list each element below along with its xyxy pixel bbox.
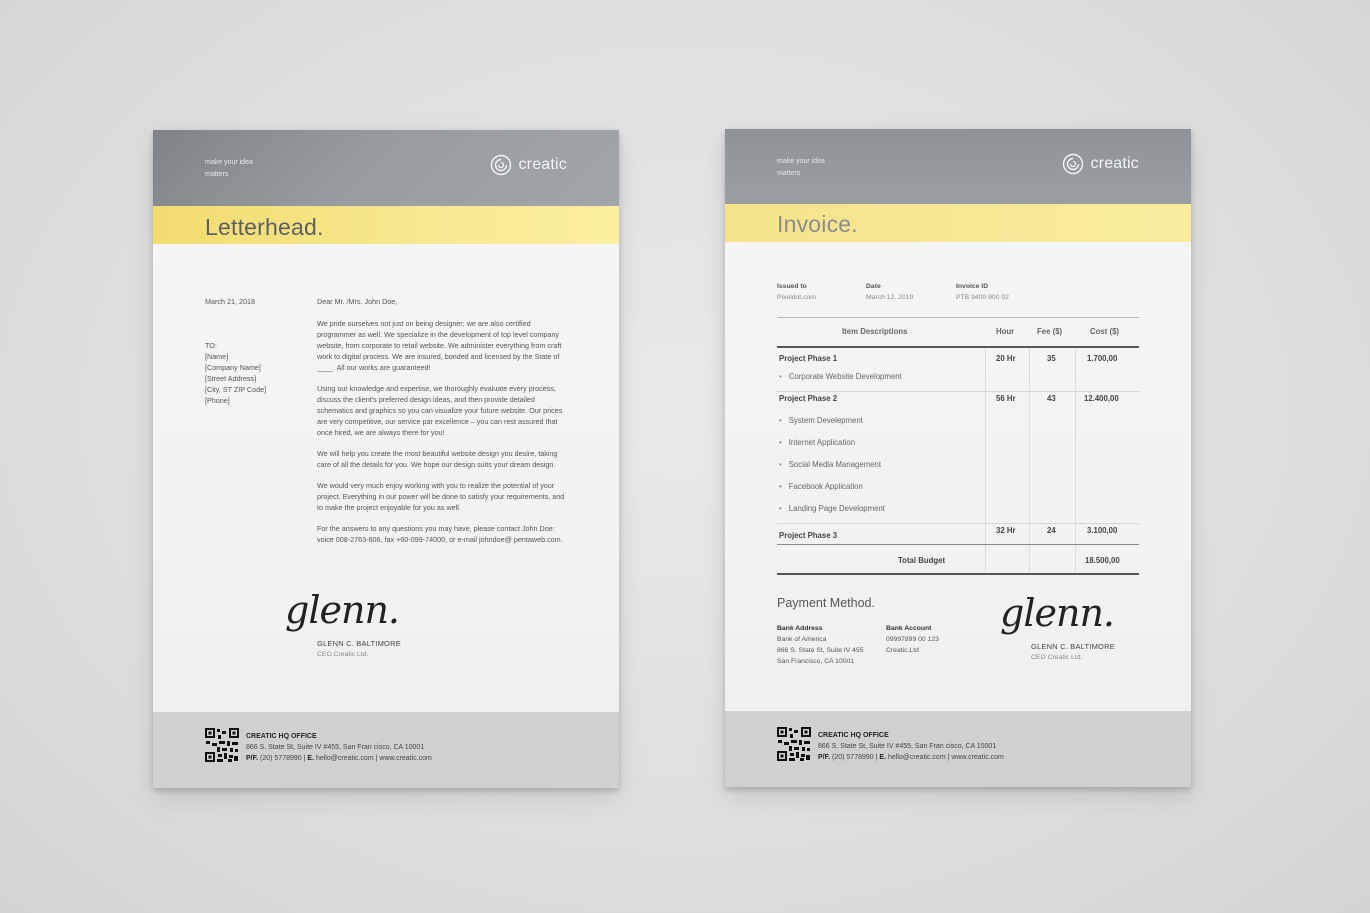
total-rule — [777, 573, 1139, 575]
header-rule — [777, 346, 1139, 348]
bank-account — [886, 623, 939, 656]
row-divider — [777, 391, 1139, 392]
total-label: Total Budget — [898, 556, 946, 565]
bank-address-line: Bank of America — [777, 636, 827, 643]
signer-role: CEO Creatic Ltd. — [1031, 654, 1083, 661]
phone-label: P/F. — [818, 754, 831, 761]
total-value: 18.500,00 — [1085, 556, 1120, 565]
date-value: March 12, 2019 — [866, 294, 914, 301]
issued-to-value: Pixeldot.com — [777, 294, 816, 301]
issued-to — [777, 281, 816, 303]
col-header-items: Item Descriptions — [842, 327, 908, 336]
title-band — [153, 206, 619, 244]
tagline-line2: matters — [777, 169, 801, 177]
col-header-cost: Cost ($) — [1090, 327, 1120, 336]
bank-account-label: Bank Account — [886, 625, 932, 632]
office-email-web: hello@creatic.com | www.creatic.com — [315, 755, 432, 762]
paragraph: We will help you create the most beautiful website design you desire, taking care of all the details for you. We hope our design suits your dream design. — [317, 449, 558, 469]
column-divider — [985, 348, 986, 573]
tagline — [205, 157, 253, 180]
email-label: E. — [879, 754, 887, 761]
paragraph: We would very much enjoy working with you to realize the potential of your project. Everything in our power will be done to satisfy your requirements, and to make the project enjoyable for you as well. — [317, 481, 565, 512]
office-phone: (20) 5778990 — [260, 755, 302, 762]
row-fee: 35 — [1047, 354, 1056, 363]
date-label: Date — [866, 283, 881, 290]
bank-address-line: 866 S. State St, Suite IV 455 — [777, 647, 864, 654]
bank-address-line: San Francisco, CA 10001 — [777, 658, 855, 665]
paragraph: Using our knowledge and expertise, we thoroughly evaluate every process, discuss the client's preferred design ideas, and then provide detailed schematics and graphics so you can visualize your future website. Our prices are very competitive, our service par excellence – you can rest assured that once hired, we are always there for you! — [317, 384, 563, 437]
recipient-line: [Street Address] — [205, 374, 257, 383]
email-label: E. — [307, 755, 315, 762]
letter-date: March 21, 2018 — [205, 297, 255, 306]
document-title: Letterhead. — [205, 214, 324, 240]
row-divider — [777, 523, 1139, 524]
office-info: CREATIC HQ OFFICE 866 S. State St, Suite IV #455, San Fran cisco, CA 10001 P/F. (20) 5778990 | E. hello@creatic.com | www.creatic.com — [818, 732, 1004, 761]
row-hour: 56 Hr — [996, 394, 1016, 403]
bank-account-line: 09997899 00 123 — [886, 636, 939, 643]
office-phone: (20) 5778990 — [832, 754, 874, 761]
row-item: • Landing Page Development — [779, 504, 885, 513]
header-band — [153, 130, 619, 206]
tagline-line2: matters — [205, 170, 229, 178]
bank-account-line: Creatic.Ltd — [886, 647, 919, 654]
signer-role: CEO Creatic Ltd. — [317, 651, 369, 658]
logo-text: creatic — [518, 156, 567, 173]
recipient-block — [205, 340, 266, 406]
payment-method-title: Payment Method. — [777, 596, 875, 610]
logo-text: creatic — [1090, 155, 1139, 172]
row-cost: 12.400,00 — [1084, 394, 1119, 403]
signature: glenn. — [285, 588, 399, 632]
footer — [153, 712, 619, 788]
row-item: • Social Media Management — [779, 460, 881, 469]
invoice-id-label: Invoice ID — [956, 283, 989, 290]
row-hour: 32 Hr — [996, 526, 1016, 535]
title-band — [725, 204, 1191, 242]
phone-label: P/F. — [246, 755, 259, 762]
col-header-hour: Hour — [996, 327, 1015, 336]
col-header-fee: Fee ($) — [1037, 327, 1063, 336]
recipient-line: [Phone] — [205, 396, 230, 405]
tagline-line1: make your idea — [777, 158, 825, 165]
signer-name: GLENN C. BALTIMORE — [1031, 642, 1115, 651]
creatic-logo-icon — [1062, 153, 1084, 175]
office-name: CREATIC HQ OFFICE — [818, 732, 889, 739]
paragraph: For the answers to any questions you may have, please contact John Doe: voice 008-2763-606, fax +60-099-74000, or e-mail johndoe@ pentaweb.com. — [317, 524, 563, 544]
row-item: • Corporate Website Development — [779, 372, 902, 381]
table-top-rule — [777, 317, 1139, 318]
qr-code-icon — [205, 728, 239, 762]
letter-body — [317, 296, 569, 555]
office-email-web: hello@creatic.com | www.creatic.com — [887, 754, 1004, 761]
signature: glenn. — [1000, 591, 1114, 635]
invoice-id — [956, 281, 1009, 303]
document-title: Invoice. — [777, 211, 858, 237]
column-divider — [1075, 348, 1076, 573]
recipient-line: [Company Name] — [205, 363, 261, 372]
greeting: Dear Mr. /Mrs. John Doe, — [317, 297, 398, 306]
header-band — [725, 129, 1191, 205]
issued-to-label: Issued to — [777, 283, 807, 290]
qr-code-icon — [777, 727, 811, 761]
letterhead-sheet — [153, 130, 619, 788]
row-fee: 43 — [1047, 394, 1056, 403]
row-hour: 20 Hr — [996, 354, 1016, 363]
recipient-line: [City, ST ZIP Code] — [205, 385, 267, 394]
creatic-logo-icon — [490, 154, 512, 176]
recipient-line: TO: — [205, 341, 217, 350]
row-divider — [777, 544, 1139, 545]
row-item: • Internet Application — [779, 438, 855, 447]
invoice-date — [866, 281, 913, 303]
row-item: • Facebook Application — [779, 482, 863, 491]
bank-address — [777, 623, 864, 667]
paragraph: We pride ourselves not just on being designer; we are also certified programmer as well. We specialize in the development of top level company website, from corporate to retail website. We administer everything from craft work to digital process. We are insured, bonded and licensed by the State of ____. All our works are guaranteed! — [317, 319, 562, 372]
brand-logo — [490, 154, 567, 176]
row-name: Project Phase 1 — [779, 354, 838, 363]
office-address: 866 S. State St, Suite IV #455, San Fran cisco, CA 10001 — [246, 744, 425, 751]
tagline-line1: make your idea — [205, 159, 253, 166]
row-name: Project Phase 2 — [779, 394, 838, 403]
signer-name: GLENN C. BALTIMORE — [317, 639, 401, 648]
invoice-sheet — [725, 129, 1191, 787]
invoice-id-value: PTB 9400 900 02 — [956, 294, 1009, 301]
row-name: Project Phase 3 — [779, 531, 838, 540]
row-cost: 1.700,00 — [1087, 354, 1118, 363]
column-divider — [1029, 348, 1030, 573]
office-info: CREATIC HQ OFFICE 866 S. State St, Suite IV #455, San Fran cisco, CA 10001 P/F. (20) 5778990 | E. hello@creatic.com | www.creatic.com — [246, 733, 432, 762]
footer — [725, 711, 1191, 787]
row-fee: 24 — [1047, 526, 1056, 535]
brand-logo — [1062, 153, 1139, 175]
row-cost: 3.100,00 — [1087, 526, 1118, 535]
office-name: CREATIC HQ OFFICE — [246, 733, 317, 740]
recipient-line: [Name] — [205, 352, 229, 361]
row-item: • System Develepment — [779, 416, 863, 425]
bank-address-label: Bank Address — [777, 625, 823, 632]
tagline — [777, 156, 825, 179]
office-address: 866 S. State St, Suite IV #455, San Fran cisco, CA 10001 — [818, 743, 997, 750]
